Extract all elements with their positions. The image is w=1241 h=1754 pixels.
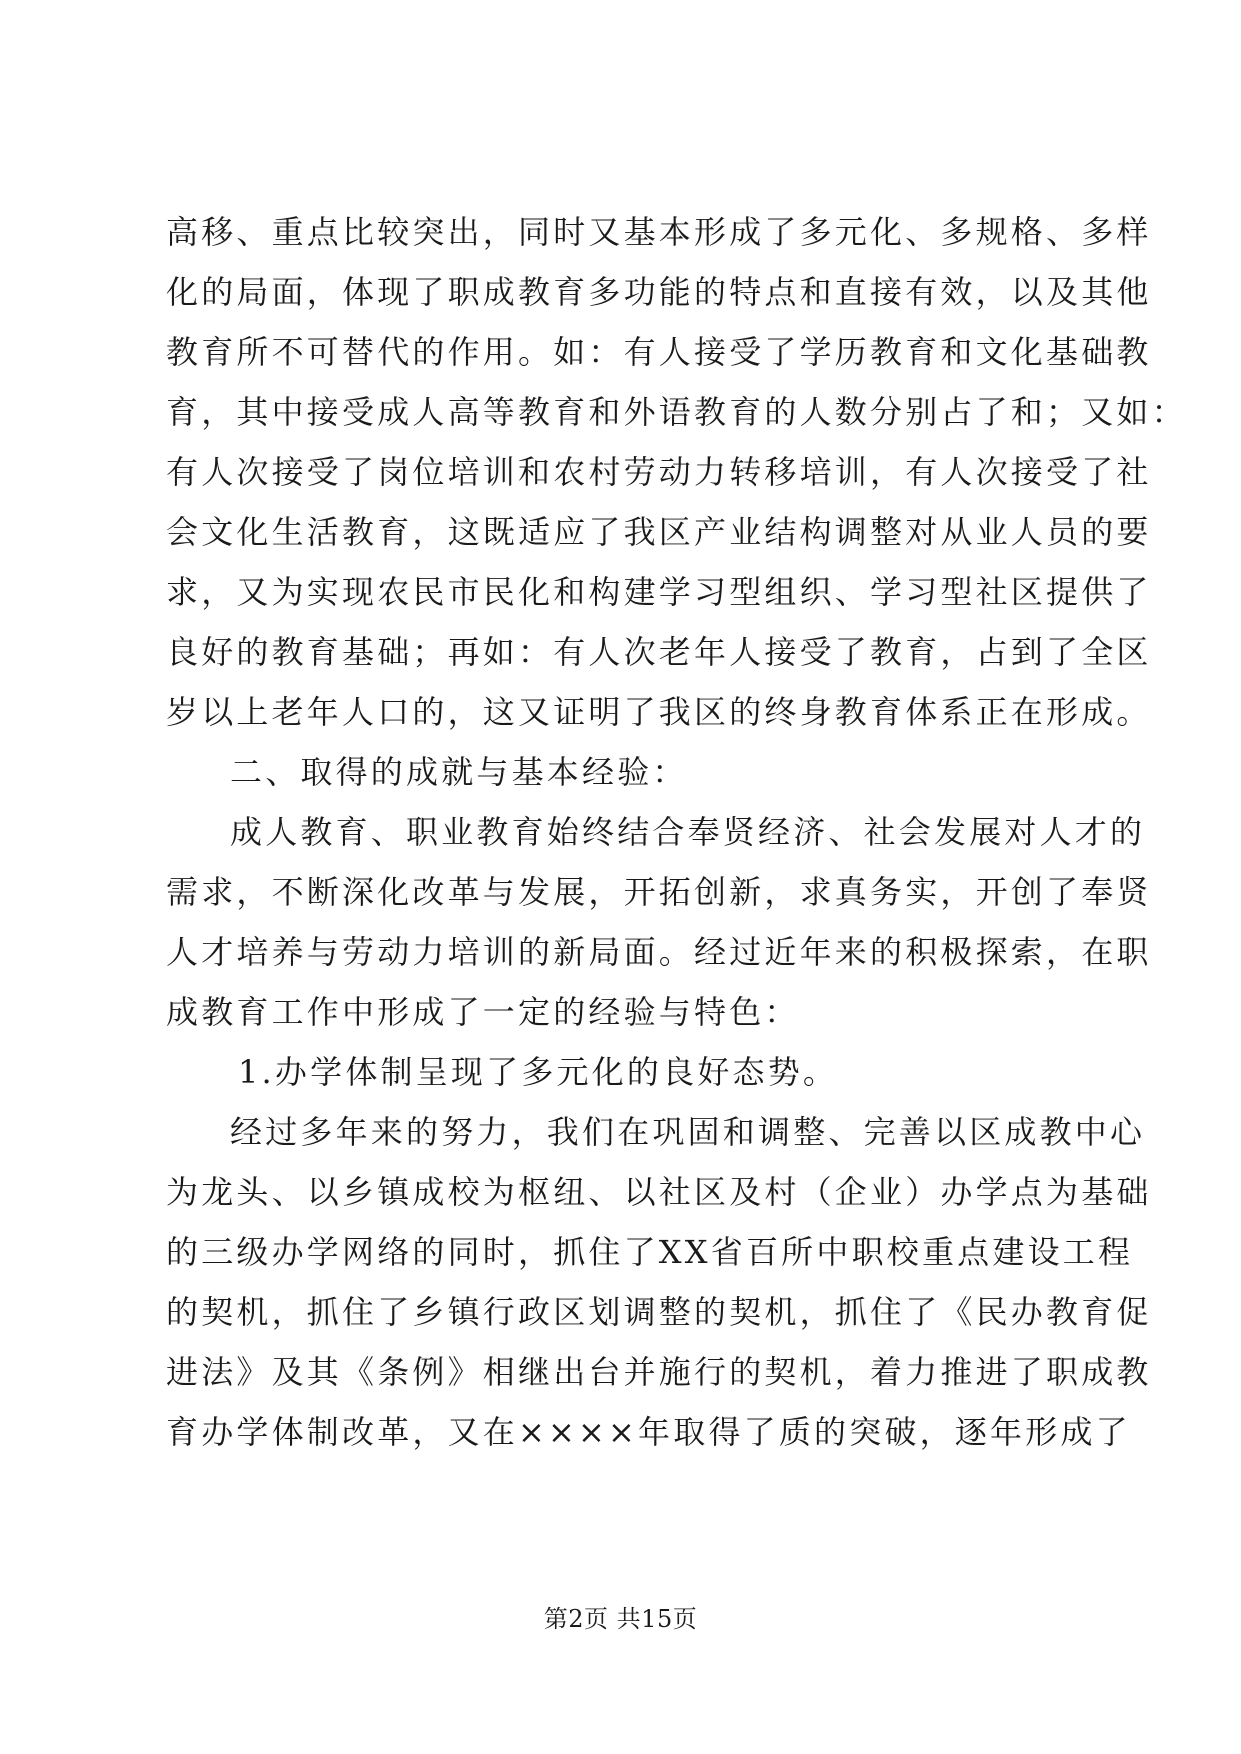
paragraph-line: 成人教育、职业教育始终结合奉贤经济、社会发展对人才的 [230,813,1146,851]
paragraph-line: 为龙头、以乡镇成校为枢纽、以社区及村（企业）办学点为基础 [166,1173,1152,1211]
paragraph-line: 育办学体制改革，又在××××年取得了质的突破，逐年形成了 [166,1413,1131,1451]
paragraph-line: 的三级办学网络的同时，抓住了XX省百所中职校重点建设工程 [166,1233,1134,1271]
paragraph-line: 经过多年来的努力，我们在巩固和调整、完善以区成教中心 [230,1113,1146,1151]
paragraph-line: 岁以上老年人口的，这又证明了我区的终身教育体系正在形成。 [166,693,1152,731]
paragraph-line: 进法》及其《条例》相继出台并施行的契机，着力推进了职成教 [166,1353,1152,1391]
paragraph-line: 教育所不可替代的作用。如：有人接受了学历教育和文化基础教 [166,333,1152,371]
section-heading: 二、取得的成就与基本经验： [230,753,688,791]
paragraph-line: 会文化生活教育，这既适应了我区产业结构调整对从业人员的要 [166,513,1152,551]
subsection-heading: 1.办学体制呈现了多元化的良好态势。 [238,1053,839,1091]
paragraph-line: 良好的教育基础；再如：有人次老年人接受了教育，占到了全区 [166,633,1152,671]
paragraph-line: 人才培养与劳动力培训的新局面。经过近年来的积极探索，在职 [166,933,1152,971]
paragraph-line: 求，又为实现农民市民化和构建学习型组织、学习型社区提供了 [166,573,1152,611]
paragraph-line: 化的局面，体现了职成教育多功能的特点和直接有效，以及其他 [166,273,1152,311]
paragraph-line: 的契机，抓住了乡镇行政区划调整的契机，抓住了《民办教育促 [166,1293,1152,1331]
paragraph-line: 有人次接受了岗位培训和农村劳动力转移培训，有人次接受了社 [166,453,1152,491]
paragraph-line: 育，其中接受成人高等教育和外语教育的人数分别占了和；又如： [166,393,1187,431]
page-number-footer: 第2页 共15页 [543,1605,698,1633]
paragraph-line: 需求，不断深化改革与发展，开拓创新，求真务实，开创了奉贤 [166,873,1152,911]
paragraph-line: 成教育工作中形成了一定的经验与特色： [166,993,800,1031]
paragraph-line: 高移、重点比较突出，同时又基本形成了多元化、多规格、多样 [166,213,1152,251]
